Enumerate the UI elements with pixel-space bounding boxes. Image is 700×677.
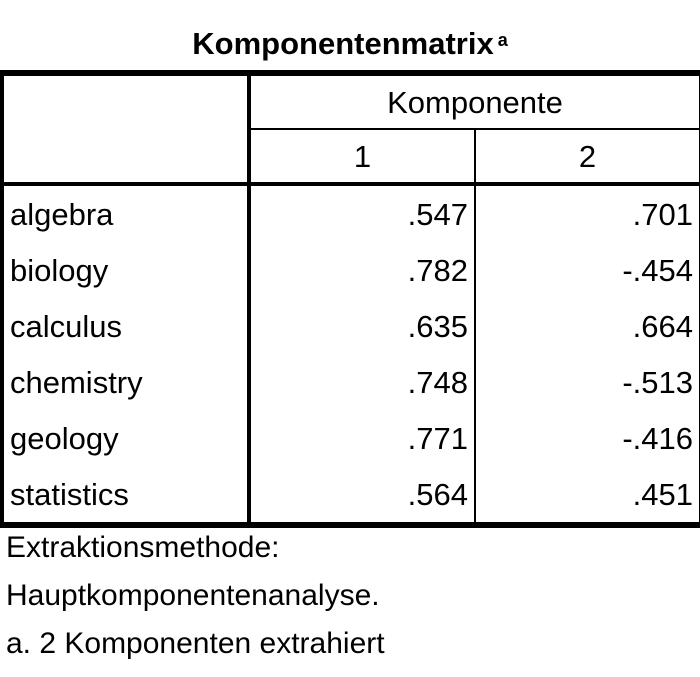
cell-component-1: .782 bbox=[249, 242, 475, 298]
footnote-method-line2: Hauptkomponentenanalyse. bbox=[6, 579, 380, 612]
row-label: statistics bbox=[2, 466, 249, 525]
table-row bbox=[2, 298, 700, 354]
footnote-a: a. 2 Komponenten extrahiert bbox=[6, 627, 385, 660]
table-row bbox=[2, 466, 700, 525]
cell-component-2: .451 bbox=[475, 466, 700, 525]
title-text: Komponentenmatrix bbox=[192, 26, 494, 61]
header-row-group bbox=[2, 73, 700, 129]
header-corner-cell bbox=[2, 73, 249, 184]
cell-component-1: .547 bbox=[249, 184, 475, 242]
row-label: algebra bbox=[2, 184, 249, 242]
table-row bbox=[2, 354, 700, 410]
row-label: biology bbox=[2, 242, 249, 298]
cell-component-1: .635 bbox=[249, 298, 475, 354]
cell-component-2: .701 bbox=[475, 184, 700, 242]
row-label: chemistry bbox=[2, 354, 249, 410]
header-col-2: 2 bbox=[475, 129, 700, 184]
title-superscript: a bbox=[497, 30, 508, 50]
component-matrix-table bbox=[0, 70, 700, 528]
cell-component-2: -.416 bbox=[475, 410, 700, 466]
cell-component-2: .664 bbox=[475, 298, 700, 354]
cell-component-1: .748 bbox=[249, 354, 475, 410]
cell-component-2: -.454 bbox=[475, 242, 700, 298]
cell-component-2: -.513 bbox=[475, 354, 700, 410]
header-col-1: 1 bbox=[249, 129, 475, 184]
table-row bbox=[2, 410, 700, 466]
row-label: geology bbox=[2, 410, 249, 466]
footnote-method-line1: Extraktionsmethode: bbox=[6, 531, 280, 564]
table-row bbox=[2, 184, 700, 242]
header-komponente: Komponente bbox=[249, 73, 700, 129]
table-row bbox=[2, 242, 700, 298]
cell-component-1: .771 bbox=[249, 410, 475, 466]
table-title bbox=[0, 24, 700, 64]
row-label: calculus bbox=[2, 298, 249, 354]
cell-component-1: .564 bbox=[249, 466, 475, 525]
